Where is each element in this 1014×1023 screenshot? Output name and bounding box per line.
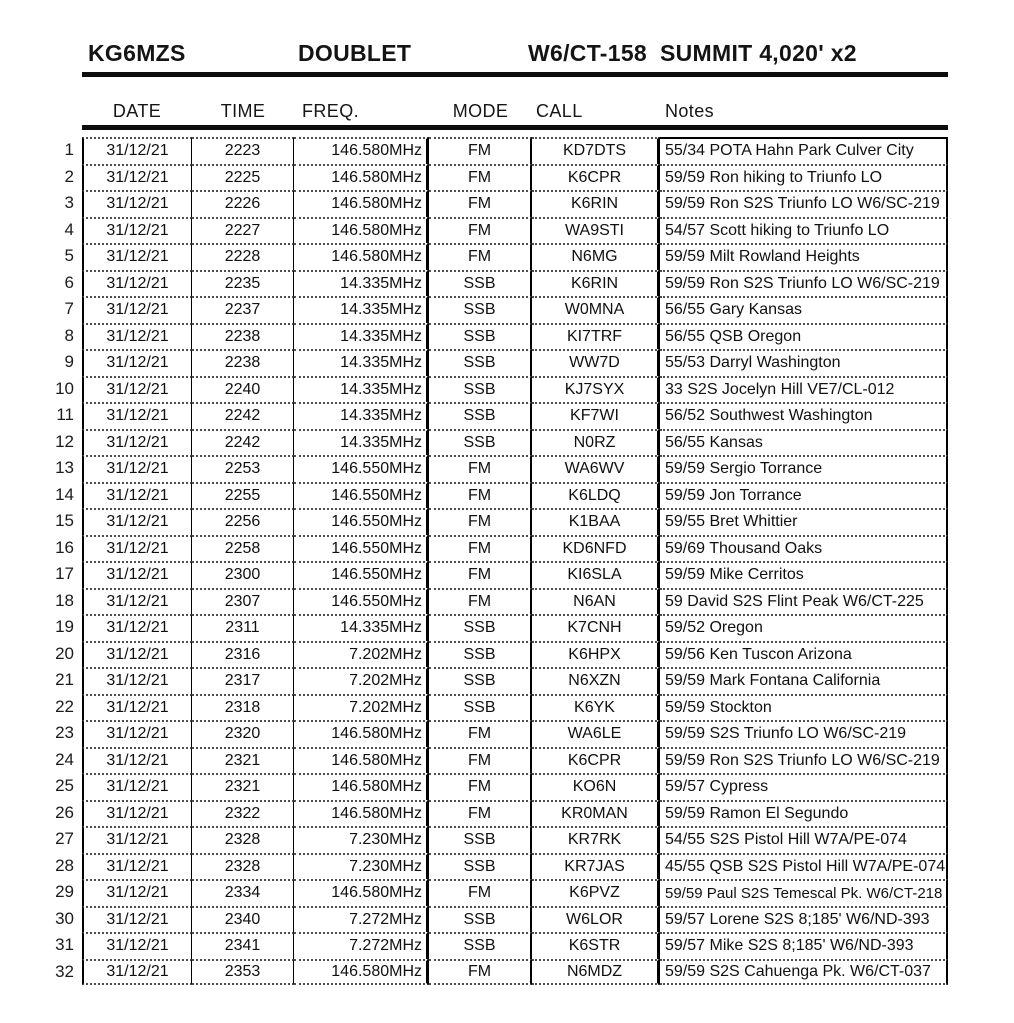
- cell-callsign: N6MDZ: [532, 959, 660, 986]
- row-number: 20: [55, 643, 74, 663]
- cell-callsign: KD6NFD: [532, 535, 660, 562]
- cell-notes: 45/55 QSB S2S Pistol Hill W7A/PE-074: [660, 853, 948, 880]
- row-number: 15: [55, 511, 74, 531]
- log-row: [0, 694, 1014, 721]
- cell-notes: 59/59 Ron S2S Triunfo LO W6/SC-219: [660, 190, 948, 217]
- cell-date: 31/12/21: [82, 747, 192, 774]
- cell-date: 31/12/21: [82, 667, 192, 694]
- log-row: [0, 137, 1014, 164]
- cell-mode: FM: [429, 137, 532, 164]
- cell-freq: 146.550MHz: [294, 561, 429, 588]
- cell-date: 31/12/21: [82, 270, 192, 297]
- cell-mode: FM: [429, 800, 532, 827]
- cell-notes: 56/52 Southwest Washington: [660, 402, 948, 429]
- row-number: 8: [64, 325, 74, 345]
- cell-notes: 59/57 Cypress: [660, 773, 948, 800]
- cell-date: 31/12/21: [82, 296, 192, 323]
- cell-callsign: WA6WV: [532, 455, 660, 482]
- row-number: 27: [55, 829, 74, 849]
- cell-freq: 14.335MHz: [294, 270, 429, 297]
- log-row: [0, 217, 1014, 244]
- cell-date: 31/12/21: [82, 800, 192, 827]
- log-row: [0, 429, 1014, 456]
- cell-time: 2258: [192, 535, 294, 562]
- row-number: 23: [55, 723, 74, 743]
- log-row: [0, 535, 1014, 562]
- cell-freq: 14.335MHz: [294, 614, 429, 641]
- cell-freq: 146.580MHz: [294, 243, 429, 270]
- cell-time: 2223: [192, 137, 294, 164]
- log-row: [0, 508, 1014, 535]
- row-number: 32: [55, 961, 74, 981]
- cell-time: 2253: [192, 455, 294, 482]
- log-row: [0, 349, 1014, 376]
- cell-time: 2240: [192, 376, 294, 403]
- cell-time: 2242: [192, 429, 294, 456]
- cell-mode: SSB: [429, 694, 532, 721]
- log-row: [0, 455, 1014, 482]
- log-row: [0, 588, 1014, 615]
- log-row: [0, 323, 1014, 350]
- log-row: [0, 826, 1014, 853]
- cell-freq: 7.272MHz: [294, 932, 429, 959]
- col-header-date: DATE: [112, 100, 162, 121]
- log-row: [0, 879, 1014, 906]
- row-number: 24: [55, 749, 74, 769]
- cell-callsign: KI6SLA: [532, 561, 660, 588]
- cell-mode: SSB: [429, 402, 532, 429]
- log-row: [0, 270, 1014, 297]
- cell-freq: 14.335MHz: [294, 376, 429, 403]
- cell-date: 31/12/21: [82, 906, 192, 933]
- cell-mode: FM: [429, 879, 532, 906]
- cell-time: 2353: [192, 959, 294, 986]
- cell-freq: 146.550MHz: [294, 482, 429, 509]
- cell-time: 2242: [192, 402, 294, 429]
- cell-time: 2228: [192, 243, 294, 270]
- cell-mode: FM: [429, 217, 532, 244]
- cell-time: 2341: [192, 932, 294, 959]
- cell-callsign: WA9STI: [532, 217, 660, 244]
- cell-mode: FM: [429, 959, 532, 986]
- cell-notes: 59/55 Bret Whittier: [660, 508, 948, 535]
- cell-notes: 59/57 Lorene S2S 8;185' W6/ND-393: [660, 906, 948, 933]
- cell-date: 31/12/21: [82, 588, 192, 615]
- cell-freq: 146.580MHz: [294, 217, 429, 244]
- cell-date: 31/12/21: [82, 932, 192, 959]
- cell-callsign: WW7D: [532, 349, 660, 376]
- cell-notes: 59/59 Ron S2S Triunfo LO W6/SC-219: [660, 747, 948, 774]
- cell-notes: 59/59 Stockton: [660, 694, 948, 721]
- col-header-notes: Notes: [665, 100, 715, 121]
- cell-notes: 59/59 S2S Triunfo LO W6/SC-219: [660, 720, 948, 747]
- cell-callsign: K1BAA: [532, 508, 660, 535]
- cell-callsign: K6HPX: [532, 641, 660, 668]
- cell-mode: FM: [429, 747, 532, 774]
- cell-notes: 59/59 Jon Torrance: [660, 482, 948, 509]
- row-number: 7: [64, 299, 74, 319]
- cell-freq: 146.580MHz: [294, 800, 429, 827]
- cell-time: 2300: [192, 561, 294, 588]
- log-rows: [0, 137, 1014, 985]
- cell-callsign: K6CPR: [532, 164, 660, 191]
- cell-freq: 146.550MHz: [294, 455, 429, 482]
- title-row: [0, 40, 1014, 72]
- cell-callsign: KR7JAS: [532, 853, 660, 880]
- cell-date: 31/12/21: [82, 694, 192, 721]
- cell-callsign: K6LDQ: [532, 482, 660, 509]
- log-row: [0, 932, 1014, 959]
- log-row: [0, 959, 1014, 986]
- cell-mode: FM: [429, 588, 532, 615]
- col-header-time: TIME: [220, 100, 266, 121]
- row-number: 19: [55, 617, 74, 637]
- cell-freq: 14.335MHz: [294, 429, 429, 456]
- cell-callsign: N0RZ: [532, 429, 660, 456]
- cell-date: 31/12/21: [82, 482, 192, 509]
- cell-notes: 56/55 QSB Oregon: [660, 323, 948, 350]
- cell-callsign: KD7DTS: [532, 137, 660, 164]
- cell-callsign: K6CPR: [532, 747, 660, 774]
- cell-notes: 59/59 Ramon El Segundo: [660, 800, 948, 827]
- header-rule: [82, 125, 948, 130]
- cell-callsign: WA6LE: [532, 720, 660, 747]
- cell-notes: 54/55 S2S Pistol Hill W7A/PE-074: [660, 826, 948, 853]
- cell-freq: 146.550MHz: [294, 588, 429, 615]
- cell-mode: SSB: [429, 323, 532, 350]
- cell-time: 2226: [192, 190, 294, 217]
- cell-freq: 14.335MHz: [294, 402, 429, 429]
- cell-time: 2328: [192, 826, 294, 853]
- row-number: 30: [55, 908, 74, 928]
- cell-notes: 59/59 S2S Cahuenga Pk. W6/CT-037: [660, 959, 948, 986]
- cell-mode: SSB: [429, 906, 532, 933]
- col-header-freq: FREQ.: [302, 100, 360, 121]
- cell-freq: 146.580MHz: [294, 164, 429, 191]
- cell-mode: FM: [429, 482, 532, 509]
- cell-time: 2328: [192, 853, 294, 880]
- row-number: 25: [55, 776, 74, 796]
- log-row: [0, 164, 1014, 191]
- cell-callsign: KO6N: [532, 773, 660, 800]
- cell-notes: 59/59 Mark Fontana California: [660, 667, 948, 694]
- cell-callsign: N6AN: [532, 588, 660, 615]
- cell-callsign: K6PVZ: [532, 879, 660, 906]
- cell-mode: SSB: [429, 641, 532, 668]
- cell-notes: 54/57 Scott hiking to Triunfo LO: [660, 217, 948, 244]
- cell-date: 31/12/21: [82, 508, 192, 535]
- log-row: [0, 243, 1014, 270]
- cell-notes: 56/55 Gary Kansas: [660, 296, 948, 323]
- log-row: [0, 641, 1014, 668]
- cell-freq: 14.335MHz: [294, 349, 429, 376]
- cell-mode: FM: [429, 773, 532, 800]
- cell-mode: FM: [429, 561, 532, 588]
- cell-mode: SSB: [429, 826, 532, 853]
- col-header-call: CALL: [536, 100, 583, 121]
- cell-callsign: KJ7SYX: [532, 376, 660, 403]
- cell-callsign: K6STR: [532, 932, 660, 959]
- cell-time: 2238: [192, 349, 294, 376]
- cell-freq: 146.580MHz: [294, 190, 429, 217]
- cell-date: 31/12/21: [82, 164, 192, 191]
- title-rule: [82, 72, 948, 77]
- cell-callsign: KR7RK: [532, 826, 660, 853]
- cell-callsign: K6RIN: [532, 190, 660, 217]
- antenna-label: DOUBLET: [298, 40, 412, 66]
- cell-freq: 7.230MHz: [294, 826, 429, 853]
- cell-mode: FM: [429, 190, 532, 217]
- cell-time: 2318: [192, 694, 294, 721]
- cell-notes: 55/53 Darryl Washington: [660, 349, 948, 376]
- log-row: [0, 190, 1014, 217]
- cell-date: 31/12/21: [82, 614, 192, 641]
- log-row: [0, 296, 1014, 323]
- log-row: [0, 376, 1014, 403]
- row-number: 17: [55, 564, 74, 584]
- cell-callsign: KR0MAN: [532, 800, 660, 827]
- cell-callsign: KI7TRF: [532, 323, 660, 350]
- cell-time: 2340: [192, 906, 294, 933]
- cell-notes: 59 David S2S Flint Peak W6/CT-225: [660, 588, 948, 615]
- cell-mode: FM: [429, 164, 532, 191]
- cell-time: 2311: [192, 614, 294, 641]
- cell-mode: FM: [429, 243, 532, 270]
- cell-callsign: W0MNA: [532, 296, 660, 323]
- cell-date: 31/12/21: [82, 402, 192, 429]
- row-number: 13: [55, 458, 74, 478]
- cell-mode: FM: [429, 455, 532, 482]
- row-number: 11: [56, 405, 74, 425]
- row-number: 31: [55, 935, 74, 955]
- cell-freq: 7.272MHz: [294, 906, 429, 933]
- cell-notes: 55/34 POTA Hahn Park Culver City: [660, 137, 948, 164]
- row-number: 21: [55, 670, 74, 690]
- row-number: 6: [64, 272, 74, 292]
- cell-date: 31/12/21: [82, 429, 192, 456]
- cell-date: 31/12/21: [82, 455, 192, 482]
- cell-time: 2237: [192, 296, 294, 323]
- cell-notes: 56/55 Kansas: [660, 429, 948, 456]
- cell-notes: 59/59 Paul S2S Temescal Pk. W6/CT-218: [660, 879, 948, 906]
- row-number: 5: [64, 246, 74, 266]
- log-row: [0, 853, 1014, 880]
- cell-freq: 14.335MHz: [294, 296, 429, 323]
- cell-callsign: W6LOR: [532, 906, 660, 933]
- cell-time: 2255: [192, 482, 294, 509]
- column-headers: [82, 98, 948, 124]
- cell-date: 31/12/21: [82, 243, 192, 270]
- cell-freq: 7.202MHz: [294, 641, 429, 668]
- cell-freq: 7.202MHz: [294, 694, 429, 721]
- row-number: 1: [64, 140, 74, 160]
- cell-mode: SSB: [429, 853, 532, 880]
- log-row: [0, 561, 1014, 588]
- row-number: 16: [55, 537, 74, 557]
- log-row: [0, 800, 1014, 827]
- operator-callsign: KG6MZS: [88, 40, 186, 66]
- cell-notes: 33 S2S Jocelyn Hill VE7/CL-012: [660, 376, 948, 403]
- cell-freq: 7.202MHz: [294, 667, 429, 694]
- cell-time: 2317: [192, 667, 294, 694]
- log-row: [0, 402, 1014, 429]
- cell-date: 31/12/21: [82, 561, 192, 588]
- row-number: 2: [64, 166, 74, 186]
- log-row: [0, 773, 1014, 800]
- cell-callsign: K7CNH: [532, 614, 660, 641]
- cell-freq: 146.580MHz: [294, 879, 429, 906]
- cell-notes: 59/52 Oregon: [660, 614, 948, 641]
- cell-date: 31/12/21: [82, 641, 192, 668]
- log-row: [0, 482, 1014, 509]
- row-number: 14: [55, 484, 74, 504]
- log-row: [0, 720, 1014, 747]
- cell-date: 31/12/21: [82, 376, 192, 403]
- cell-callsign: K6YK: [532, 694, 660, 721]
- cell-freq: 146.550MHz: [294, 535, 429, 562]
- cell-freq: 146.550MHz: [294, 508, 429, 535]
- cell-time: 2307: [192, 588, 294, 615]
- cell-freq: 7.230MHz: [294, 853, 429, 880]
- row-number: 28: [55, 855, 74, 875]
- cell-mode: SSB: [429, 932, 532, 959]
- cell-callsign: KF7WI: [532, 402, 660, 429]
- cell-time: 2320: [192, 720, 294, 747]
- cell-notes: 59/57 Mike S2S 8;185' W6/ND-393: [660, 932, 948, 959]
- cell-date: 31/12/21: [82, 190, 192, 217]
- cell-mode: SSB: [429, 667, 532, 694]
- cell-callsign: N6XZN: [532, 667, 660, 694]
- cell-time: 2334: [192, 879, 294, 906]
- cell-freq: 146.580MHz: [294, 747, 429, 774]
- row-number: 9: [64, 352, 74, 372]
- cell-date: 31/12/21: [82, 349, 192, 376]
- cell-mode: SSB: [429, 429, 532, 456]
- cell-freq: 14.335MHz: [294, 323, 429, 350]
- cell-mode: SSB: [429, 349, 532, 376]
- cell-date: 31/12/21: [82, 535, 192, 562]
- cell-mode: SSB: [429, 376, 532, 403]
- row-number: 29: [55, 882, 74, 902]
- cell-freq: 146.580MHz: [294, 720, 429, 747]
- cell-time: 2238: [192, 323, 294, 350]
- row-number: 3: [64, 193, 74, 213]
- cell-time: 2322: [192, 800, 294, 827]
- row-number: 26: [55, 802, 74, 822]
- cell-date: 31/12/21: [82, 959, 192, 986]
- cell-mode: FM: [429, 535, 532, 562]
- cell-notes: 59/56 Ken Tuscon Arizona: [660, 641, 948, 668]
- cell-time: 2321: [192, 747, 294, 774]
- cell-notes: 59/59 Ron hiking to Triunfo LO: [660, 164, 948, 191]
- row-number: 18: [55, 590, 74, 610]
- cell-time: 2256: [192, 508, 294, 535]
- summit-reference: W6/CT-158: [528, 40, 648, 66]
- cell-date: 31/12/21: [82, 720, 192, 747]
- col-header-mode: MODE: [452, 100, 509, 121]
- log-row: [0, 906, 1014, 933]
- cell-date: 31/12/21: [82, 826, 192, 853]
- cell-notes: 59/69 Thousand Oaks: [660, 535, 948, 562]
- cell-freq: 146.580MHz: [294, 137, 429, 164]
- cell-date: 31/12/21: [82, 853, 192, 880]
- cell-date: 31/12/21: [82, 137, 192, 164]
- cell-mode: SSB: [429, 614, 532, 641]
- cell-notes: 59/59 Ron S2S Triunfo LO W6/SC-219: [660, 270, 948, 297]
- cell-notes: 59/59 Milt Rowland Heights: [660, 243, 948, 270]
- cell-time: 2235: [192, 270, 294, 297]
- cell-notes: 59/59 Mike Cerritos: [660, 561, 948, 588]
- summit-info: SUMMIT 4,020' x2: [660, 40, 857, 66]
- cell-freq: 146.580MHz: [294, 773, 429, 800]
- row-number: 4: [64, 219, 74, 239]
- cell-callsign: K6RIN: [532, 270, 660, 297]
- cell-time: 2321: [192, 773, 294, 800]
- cell-date: 31/12/21: [82, 773, 192, 800]
- cell-time: 2227: [192, 217, 294, 244]
- cell-date: 31/12/21: [82, 323, 192, 350]
- cell-callsign: N6MG: [532, 243, 660, 270]
- cell-freq: 146.580MHz: [294, 959, 429, 986]
- row-number: 12: [55, 431, 74, 451]
- cell-mode: SSB: [429, 296, 532, 323]
- cell-time: 2316: [192, 641, 294, 668]
- log-row: [0, 747, 1014, 774]
- cell-date: 31/12/21: [82, 879, 192, 906]
- log-row: [0, 614, 1014, 641]
- cell-time: 2225: [192, 164, 294, 191]
- cell-date: 31/12/21: [82, 217, 192, 244]
- cell-mode: FM: [429, 720, 532, 747]
- cell-notes: 59/59 Sergio Torrance: [660, 455, 948, 482]
- row-number: 10: [55, 378, 74, 398]
- row-number: 22: [55, 696, 74, 716]
- cell-mode: SSB: [429, 270, 532, 297]
- log-row: [0, 667, 1014, 694]
- cell-mode: FM: [429, 508, 532, 535]
